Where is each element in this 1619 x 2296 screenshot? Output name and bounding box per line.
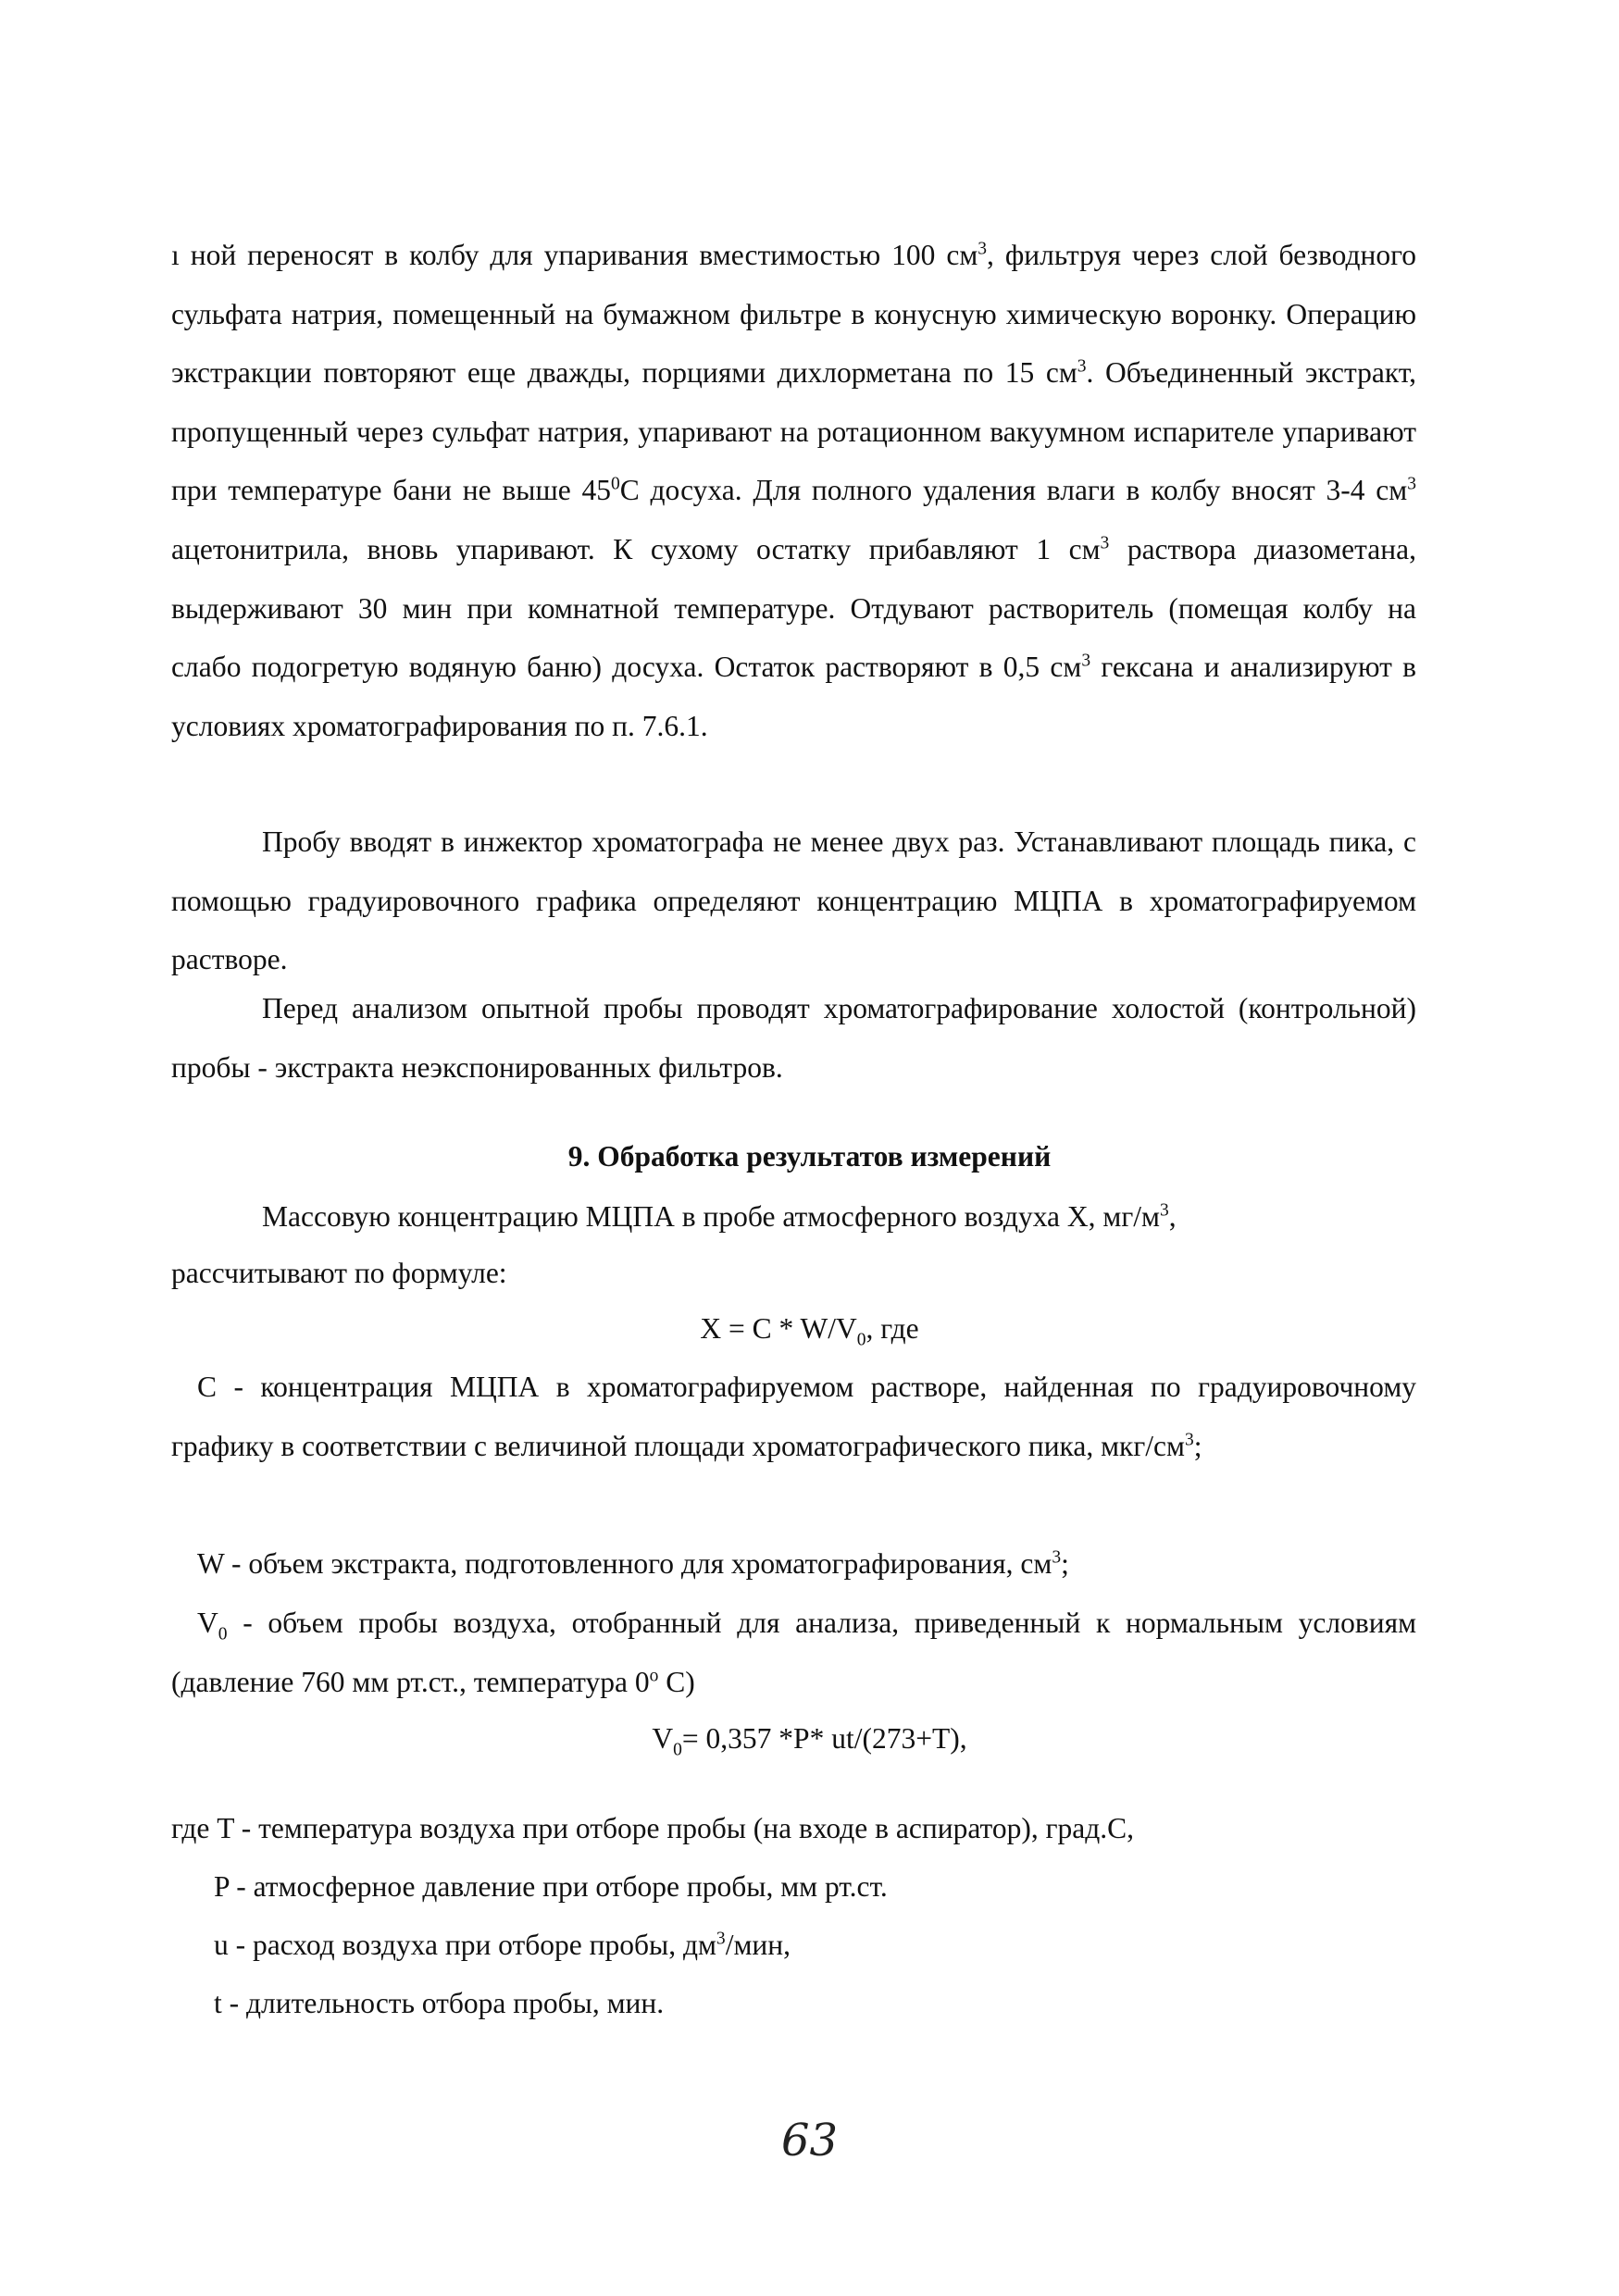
- intro-line-2: рассчитывают по формуле:: [171, 1257, 507, 1289]
- definition-c: C - концентрация МЦПА в хроматографируемом растворе, найденная по градуировочному графику в соответствии с величиной площади хроматографического пика, мкг/$см^3$;: [171, 1371, 1416, 1462]
- paragraph-blank-sample: Перед анализом опытной пробы проводят хроматографирование холостой (контрольной) пробы - экстракта неэкспонированных фильтров.: [171, 992, 1416, 1084]
- intro-line-1: Массовую концентрацию МЦПА в пробе атмосферного воздуха X, $мг/м^3$,: [262, 1200, 1177, 1233]
- definition-t-temperature: где T - температура воздуха при отборе пробы (на входе в аспиратор), град.С,: [171, 1812, 1135, 1844]
- section-heading: 9. Обработка результатов измерений: [567, 1140, 1052, 1173]
- paragraph-extraction: ı ной переносят в колбу для упаривания вместимостью 100 $см^3$, фильтруя через слой безводного сульфата натрия, помещенный на бумажном фильтре в конусную химическую воронку. Операцию экстракции повторяют еще дважды, порциями дихлорметана по 15 $см^3$. Объединенный экстракт, пропущенный через сульфат натрия, упаривают на ротационном вакуумном испарителе упаривают при температуре бани не выше $45^0С$ досуха. Для полного удаления влаги в колбу вносят 3-4 $см^3$ ацетонитрила, вновь упаривают. К сухому остатку прибавляют 1 $см^3$ раствора диазометана, выдерживают 30 мин при комнатной температуре. Отдувают растворитель (помещая колбу на слабо подогретую водяную баню) досуха. Остаток растворяют в 0,5 $см^3$ гексана и анализируют в условиях хроматографирования по п. 7.6.1.: [171, 239, 1416, 742]
- definition-p-pressure: P - атмосферное давление при отборе пробы, мм рт.ст.: [214, 1870, 888, 1903]
- formula-concentration: $X = C * W/V_0$, где: [700, 1312, 919, 1350]
- formula-normal-volume: $V_0= 0,357$ *P* ut/(273+T),: [652, 1722, 967, 1760]
- definition-w: W - объем экстракта, подготовленного для хроматографирования, $см^3$;: [197, 1547, 1069, 1580]
- definition-u-flow: u - расход воздуха при отборе пробы, $дм^3$/мин,: [214, 1929, 791, 1961]
- page-number: 63: [780, 2115, 839, 2166]
- paragraph-injection: Пробу вводят в инжектор хроматографа не менее двух раз. Устанавливают площадь пика, с помощью градуировочного графика определяют концентрацию МЦПА в хроматографируемом растворе.: [171, 825, 1416, 976]
- definition-t-duration: t - длительность отбора пробы, мин.: [214, 1987, 665, 2019]
- definition-v0: $V_0$ - объем пробы воздуха, отобранный для анализа, приведенный к нормальным условиям (давление 760 мм рт.ст., температура 0$^o$ С): [171, 1607, 1416, 1698]
